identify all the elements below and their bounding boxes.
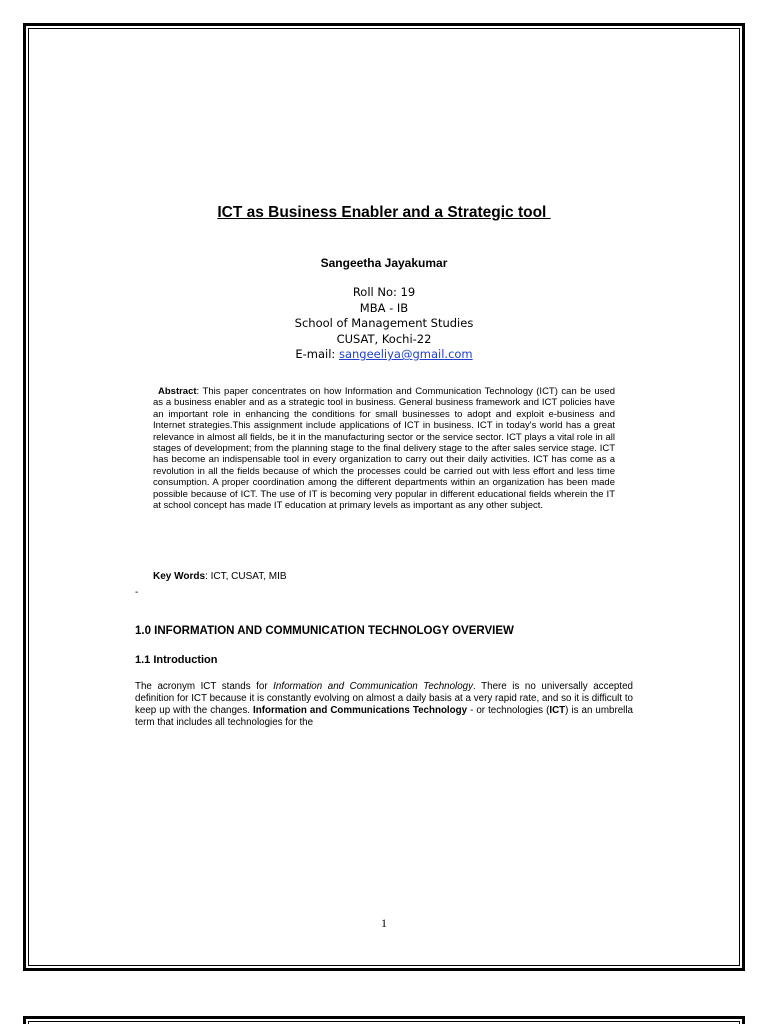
keywords-line [153,571,287,582]
abstract-paragraph [153,386,615,511]
intro-text-1: The acronym ICT stands for [135,681,274,692]
keywords-label: Key Words [153,571,206,582]
intro-bold-acronym: ICT [549,704,566,716]
intro-bold-term: Information and Communications Technology [253,704,468,716]
email-label: E-mail: [295,347,339,361]
section-heading: 1.0 INFORMATION AND COMMUNICATION TECHNOLOGY OVERVIEW [135,625,514,637]
roll-number: Roll No: 19 [352,285,416,299]
page-number: 1 [381,916,387,930]
keywords-text: : ICT, CUSAT, MIB [205,571,287,582]
intro-text-4: ) is an umbrella term that includes all technologies for the [135,704,633,728]
subsection-heading: 1.1 Introduction [135,654,218,666]
intro-text-2: . There is no universally accepted definition for ICT because it is constantly evolving on almost a daily basis at a very rapid rate, and so it is difficult to keep up with the changes. [135,681,633,716]
intro-italic-term: Information and Communication Technology [273,681,474,692]
email-line [0,347,768,363]
program-name: MBA - IB [359,300,409,315]
email-link[interactable]: sangeeliya@gmail.com [338,347,473,361]
stray-dash: - [135,587,139,598]
author-name: Sangeetha Jayakumar [320,256,448,270]
school-location: CUSAT, Kochi-22 [336,331,432,346]
intro-text-3: - or technologies ( [467,704,550,716]
abstract-text: : This paper concentrates on how Information and Communication Technology (ICT) can be used as a business enabler and as a strategic tool in business. General business framework and ICT policies have an important role in enhancing the conditions for small businesses to adopt and exploit e-business and Internet strategies.This assignment include applications of ICT in business. ICT in today's world has a great relevance in almost all fields, be it in the manufacturing sector or the service sector. ICT plays a vital role in all stages of development; from the planning stage to the final delivery stage to the after sales service stage. ICT has become an indispensable tool in every organization to carry out their daily activities. ICT has come as a revolution in all the fields because of which the processes could be carried out with less effort and less time consumption. A proper coordination among the different departments within an organization has been made possible because of ICT. The use of IT is becoming very popular in different educational fields wherein the IT at school concept has made IT education at primary levels as important as any other subject. [153,386,615,512]
abstract-label: Abstract [158,386,197,397]
document-title: ICT as Business Enabler and a Strategic tool [217,204,551,221]
author-affiliation [0,285,768,363]
school-name: School of Management Studies [294,316,474,330]
intro-paragraph [135,681,633,729]
